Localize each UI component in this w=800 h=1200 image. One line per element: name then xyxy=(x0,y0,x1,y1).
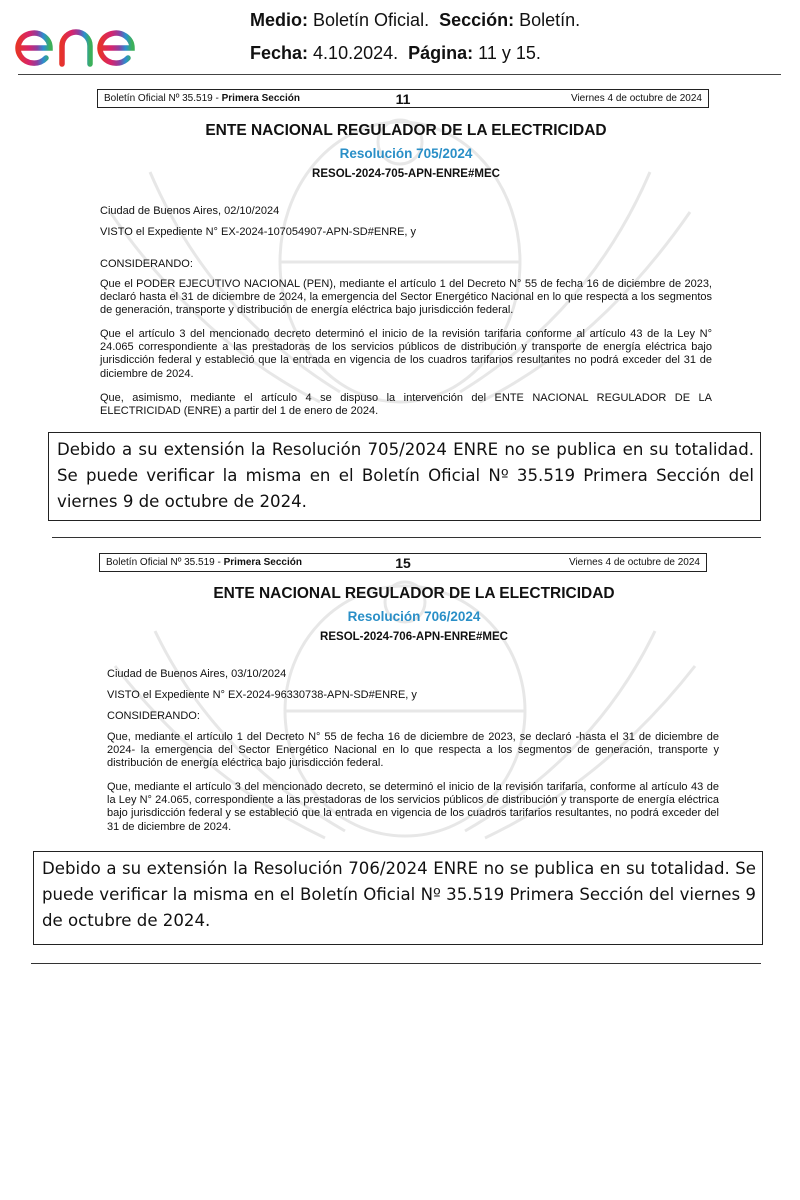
enel-logo xyxy=(14,8,184,70)
resolution-title: Resolución 705/2024 xyxy=(339,146,473,161)
fecha-label: Fecha: xyxy=(250,43,309,63)
pagina-label: Página: xyxy=(408,43,474,63)
section-divider xyxy=(52,537,761,538)
paragraph: Que, mediante el artículo 1 del Decreto N° 55 de fecha 16 de diciembre de 2023, se declaró -hasta el 31 de diciembre de 2024- la emergencia del Sector Energético Nacional en lo que respecta a los segmentos de generación, transporte y distribución de energía eléctrica bajo jurisdicción federal. xyxy=(107,731,719,770)
entity-title: ENTE NACIONAL REGULADOR DE LA ELECTRICIDAD xyxy=(205,122,607,139)
seccion-value: Boletín. xyxy=(519,10,581,30)
medio-value: Boletín Oficial. xyxy=(313,10,430,30)
paragraph: Que, asimismo, mediante el artículo 4 se dispuso la intervención del ENTE NACIONAL REGULADOR DE LA ELECTRICIDAD (ENRE) a partir del 1 de enero de 2024. xyxy=(100,392,712,418)
entity-title: ENTE NACIONAL REGULADOR DE LA ELECTRICIDAD xyxy=(213,585,615,602)
bulletin-bar-left: Boletín Oficial Nº 35.519 - Primera Sección xyxy=(106,557,302,568)
notice-box: Debido a su extensión la Resolución 705/2024 ENRE no se publica en su totalidad. Se puede verificar la misma en el Boletín Oficial Nº 35.519 Primera Sección del viernes 9 de octubre de 2024. xyxy=(48,432,761,521)
notice-box: Debido a su extensión la Resolución 706/2024 ENRE no se publica en su totalidad. Se puede verificar la misma en el Boletín Oficial Nº 35.519 Primera Sección del viernes 9 de octubre de 2024. xyxy=(33,851,763,945)
considerando-heading: CONSIDERANDO: xyxy=(100,258,193,270)
header-line-fecha xyxy=(250,43,541,64)
section-divider xyxy=(31,963,761,964)
resolution-code: RESOL-2024-705-APN-ENRE#MEC xyxy=(312,168,500,180)
bulletin-bar-date: Viernes 4 de octubre de 2024 xyxy=(570,93,702,104)
bulletin-bar-date: Viernes 4 de octubre de 2024 xyxy=(568,557,700,568)
resolution-code: RESOL-2024-706-APN-ENRE#MEC xyxy=(320,631,508,643)
header-line-medio xyxy=(250,10,580,31)
bulletin-page-number: 11 xyxy=(395,90,411,107)
bulletin-bar xyxy=(99,553,707,572)
fecha-value: 4.10.2024. xyxy=(313,43,399,63)
header-divider xyxy=(18,74,781,75)
paragraph: Que el artículo 3 del mencionado decreto determinó el inicio de la revisión tarifaria conforme al artículo 43 de la Ley N° 24.065 correspondiente a las prestadoras de los servicios públicos de distribución y transporte de energía eléctrica bajo jurisdicción federal y estableció que la entrada en vigencia de los cuadros tarifarios resultantes no podrá exceder del 31 de diciembre de 2024. xyxy=(100,328,712,380)
city-date: Ciudad de Buenos Aires, 02/10/2024 xyxy=(100,205,280,217)
paragraph: Que el PODER EJECUTIVO NACIONAL (PEN), mediante el artículo 1 del Decreto N° 55 de fecha 16 de diciembre de 2023, declaró hasta el 31 de diciembre de 2024, la emergencia del Sector Energético Nacional en lo que respecta a los segmentos de generación, transporte y distribución de energía eléctrica bajo jurisdicción federal. xyxy=(100,278,712,317)
paragraph: Que, mediante el artículo 3 del mencionado decreto, se determinó el inicio de la revisión tarifaria, conforme al artículo 43 de la Ley N° 24.065, correspondiente a las prestadoras de los servicios públicos de distribución y transporte de energía eléctrica bajo jurisdicción federal y se estableció que la entrada en vigencia de los cuadros tarifarios resultantes, no podrá exceder del 31 de diciembre de 2024. xyxy=(107,781,719,833)
medio-label: Medio: xyxy=(250,10,308,30)
pagina-value: 11 y 15. xyxy=(478,43,541,63)
considerando-heading: CONSIDERANDO: xyxy=(107,710,200,722)
resolution-title: Resolución 706/2024 xyxy=(347,609,481,624)
visto-text: VISTO el Expediente N° EX-2024-96330738-APN-SD#ENRE, y xyxy=(107,689,417,701)
bulletin-bar xyxy=(97,89,709,108)
seccion-label: Sección: xyxy=(439,10,515,30)
city-date: Ciudad de Buenos Aires, 03/10/2024 xyxy=(107,668,287,680)
visto-text: VISTO el Expediente N° EX-2024-107054907-APN-SD#ENRE, y xyxy=(100,226,417,238)
bulletin-bar-left: Boletín Oficial Nº 35.519 - Primera Sección xyxy=(104,93,300,104)
bulletin-page-number: 15 xyxy=(395,554,411,571)
